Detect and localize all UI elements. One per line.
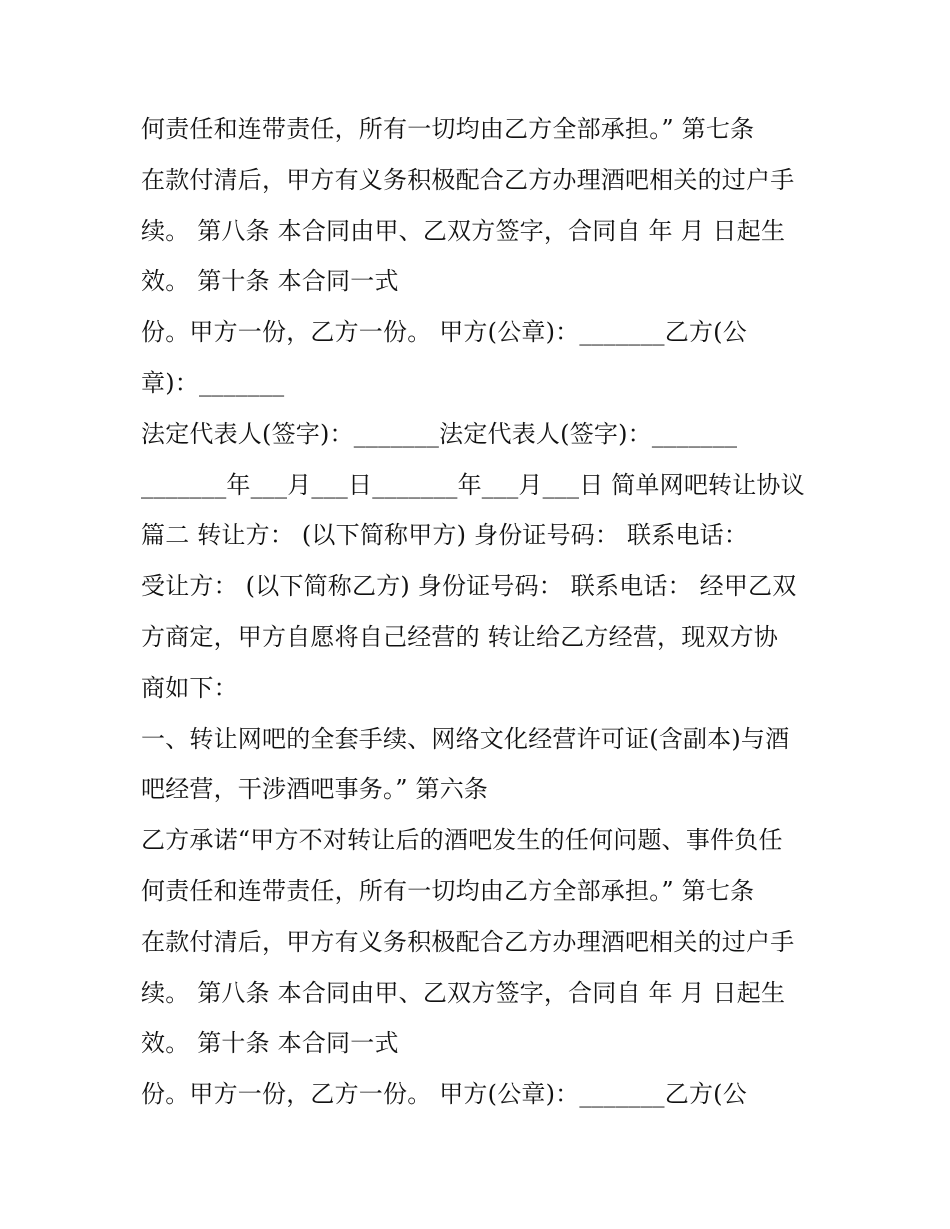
- text-line: _______年___月___日_______年___月___日 简单网吧转让协议: [141, 470, 805, 499]
- text-line: 续。 第八条 本合同由甲、乙双方签字，合同自 年 月 日起生: [141, 216, 786, 245]
- text-line: 法定代表人(签字)：_______法定代表人(签字)：_______: [141, 419, 738, 448]
- text-line: 效。 第十条 本合同一式: [141, 1029, 399, 1058]
- text-line: 受让方： (以下简称乙方) 身份证号码： 联系电话： 经甲乙双: [141, 572, 797, 601]
- text-line: 一、转让网吧的全套手续、网络文化经营许可证(含副本)与酒: [141, 724, 790, 753]
- text-line: 在款付清后，甲方有义务积极配合乙方办理酒吧相关的过户手: [141, 927, 795, 956]
- text-line: 续。 第八条 本合同由甲、乙双方签字，合同自 年 月 日起生: [141, 978, 786, 1007]
- text-line: 方商定，甲方自愿将自己经营的 转让给乙方经营，现双方协: [141, 622, 779, 651]
- text-line: 何责任和连带责任，所有一切均由乙方全部承担。” 第七条: [141, 115, 755, 143]
- text-line: 份。甲方一份，乙方一份。 甲方(公章)：_______乙方(公: [141, 1080, 747, 1109]
- document-body: [141, 104, 841, 1120]
- text-line: 篇二 转让方： (以下简称甲方) 身份证号码： 联系电话：: [141, 521, 749, 550]
- text-line: 份。甲方一份，乙方一份。 甲方(公章)：_______乙方(公: [141, 318, 747, 347]
- text-line: 吧经营，干涉酒吧事务。” 第六条: [141, 775, 489, 804]
- text-line: 何责任和连带责任，所有一切均由乙方全部承担。” 第七条: [141, 876, 755, 905]
- text-line: 商如下：: [141, 673, 238, 702]
- text-line: 效。 第十条 本合同一式: [141, 267, 399, 296]
- text-line: 乙方承诺“甲方不对转让后的酒吧发生的任何问题、事件负任: [141, 826, 783, 855]
- text-line: 章)：_______: [141, 368, 285, 397]
- text-line: 在款付清后，甲方有义务积极配合乙方办理酒吧相关的过户手: [141, 165, 795, 194]
